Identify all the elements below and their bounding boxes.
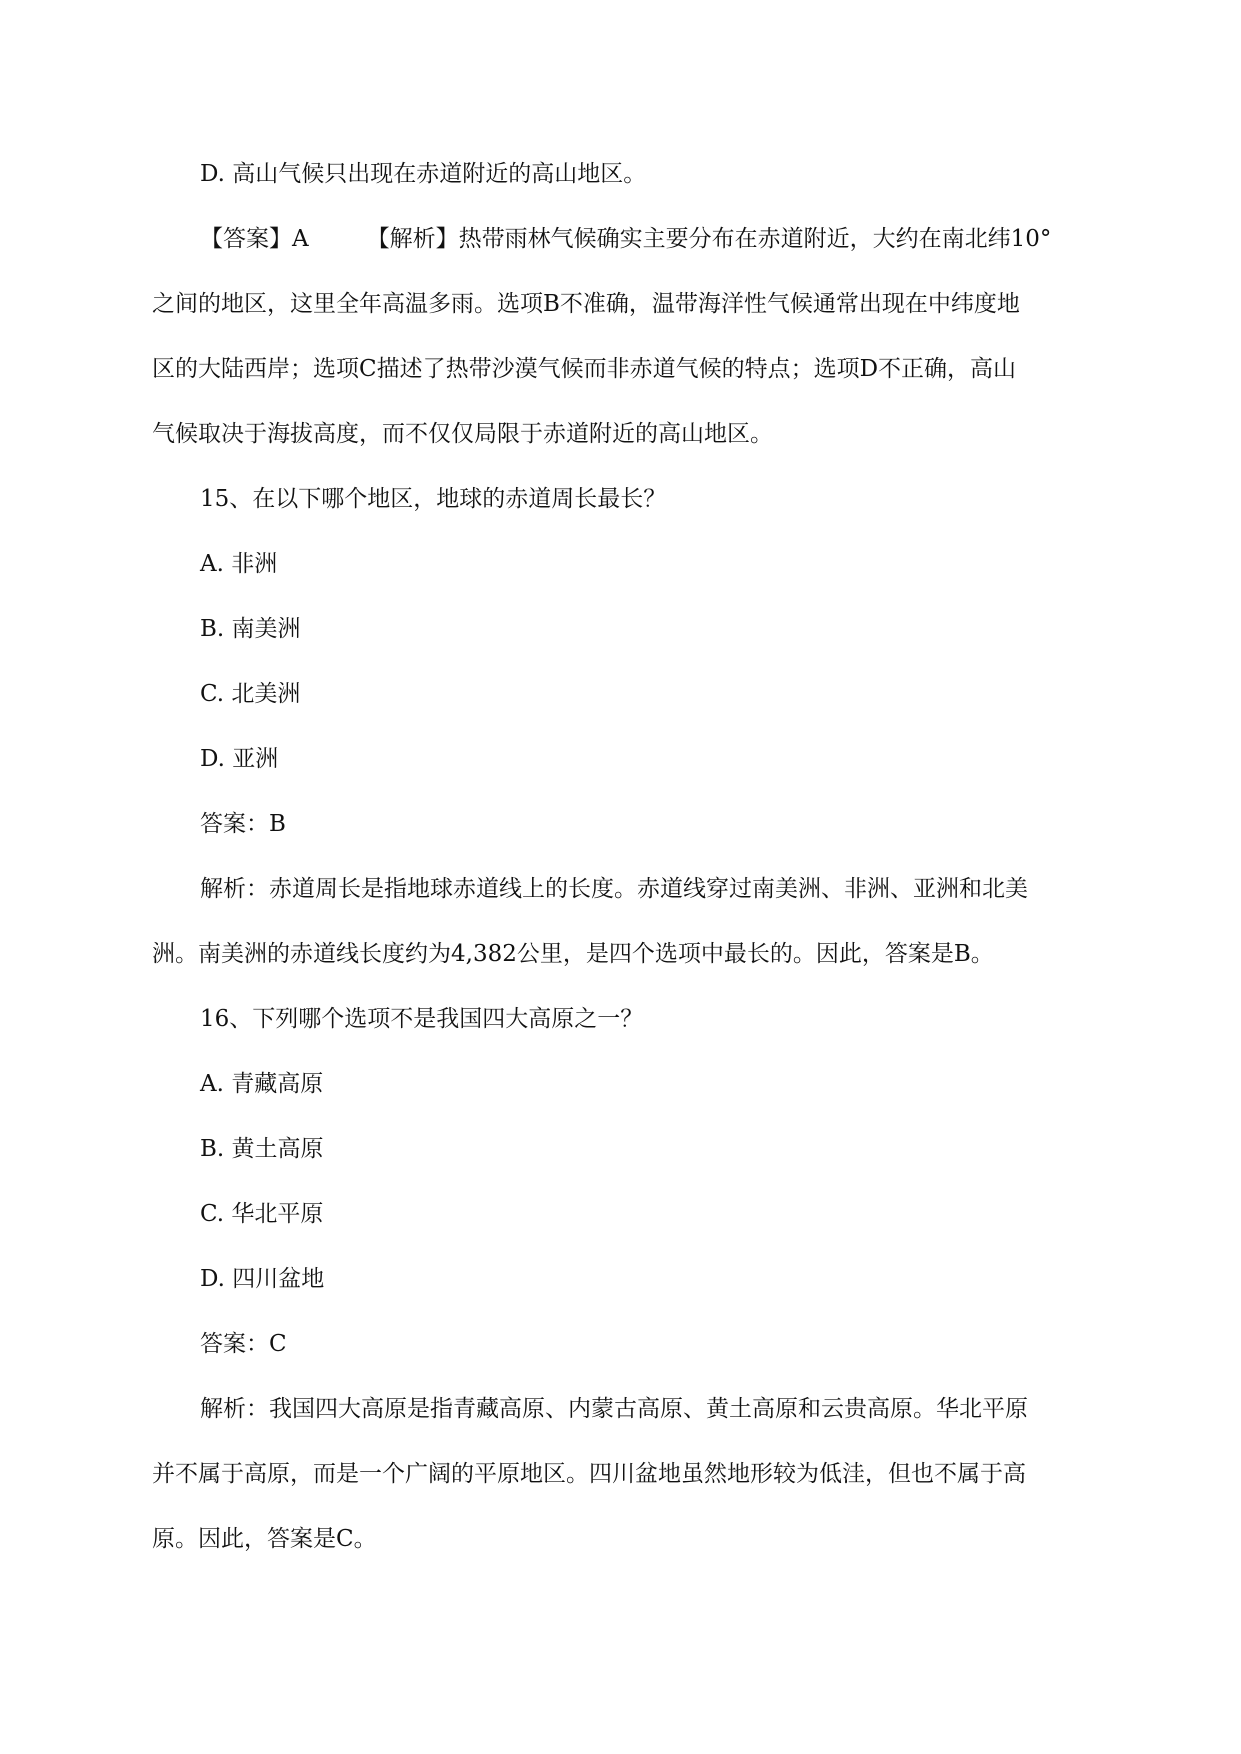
document-body xyxy=(152,142,1090,1572)
q16-answer: 答案：C xyxy=(200,1331,287,1357)
q14-option-d: D. 高山气候只出现在赤道附近的高山地区。 xyxy=(200,161,647,187)
q14-answer: 【答案】A xyxy=(200,226,309,252)
q15-question: 15、在以下哪个地区，地球的赤道周长最长？ xyxy=(200,486,667,512)
q16-analysis-line3: 原。因此，答案是C。 xyxy=(152,1526,377,1552)
q15-option-d: D. 亚洲 xyxy=(200,746,279,772)
q16-analysis-line1: 解析：我国四大高原是指青藏高原、内蒙古高原、黄土高原和云贵高原。华北平原 xyxy=(200,1396,1028,1422)
q14-answer-analysis-line1 xyxy=(152,207,1090,272)
q15-option-c: C. 北美洲 xyxy=(200,681,301,707)
q15-option-b: B. 南美洲 xyxy=(200,616,301,642)
q15-option-a: A. 非洲 xyxy=(200,551,278,577)
q15-analysis-line1: 解析：赤道周长是指地球赤道线上的长度。赤道线穿过南美洲、非洲、亚洲和北美 xyxy=(200,876,1028,902)
q16-analysis-line2: 并不属于高原，而是一个广阔的平原地区。四川盆地虽然地形较为低洼，但也不属于高 xyxy=(152,1461,1026,1487)
q15-answer: 答案：B xyxy=(200,811,286,837)
q15-analysis-line2: 洲。南美洲的赤道线长度约为4,382公里，是四个选项中最长的。因此，答案是B。 xyxy=(152,941,994,967)
q16-option-d: D. 四川盆地 xyxy=(200,1266,325,1292)
q14-analysis-line3: 区的大陆西岸；选项C描述了热带沙漠气候而非赤道气候的特点；选项D不正确，高山 xyxy=(152,356,1017,382)
q14-analysis-start: 【解析】热带雨林气候确实主要分布在赤道附近，大约在南北纬10° xyxy=(366,226,1052,252)
q14-analysis-line2: 之间的地区，这里全年高温多雨。选项B不准确，温带海洋性气候通常出现在中纬度地 xyxy=(152,291,1020,317)
q16-option-b: B. 黄土高原 xyxy=(200,1136,324,1162)
q16-question: 16、下列哪个选项不是我国四大高原之一？ xyxy=(200,1006,644,1032)
q16-option-a: A. 青藏高原 xyxy=(200,1071,324,1097)
q16-option-c: C. 华北平原 xyxy=(200,1201,324,1227)
q14-analysis-line4: 气候取决于海拔高度，而不仅仅局限于赤道附近的高山地区。 xyxy=(152,421,773,447)
